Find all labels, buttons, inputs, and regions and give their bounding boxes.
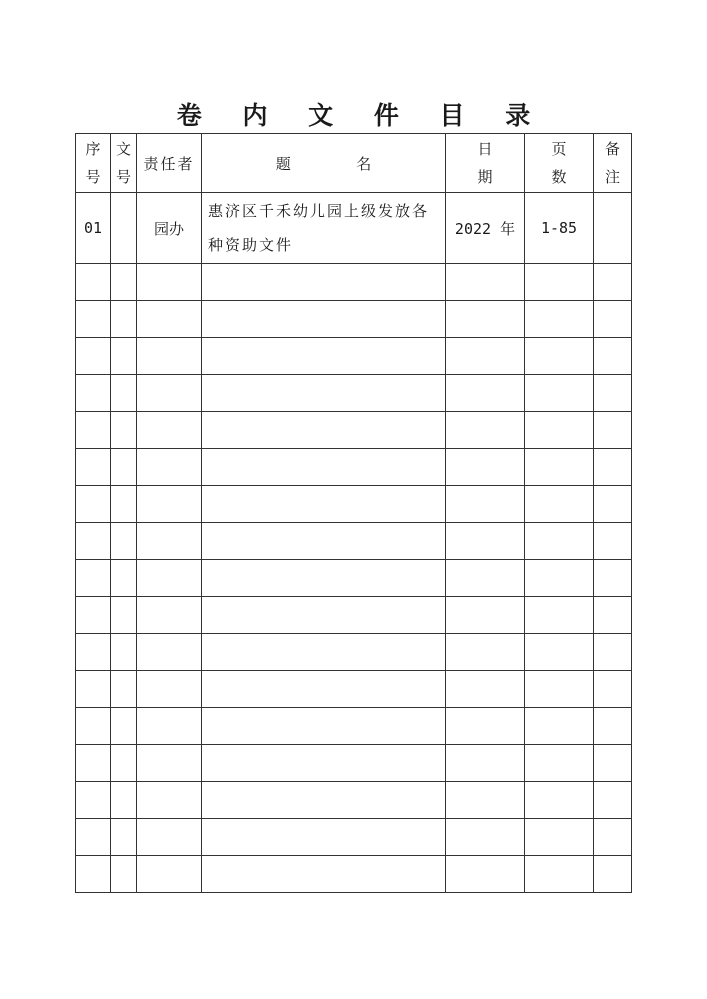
empty-cell [446, 523, 525, 560]
empty-cell [76, 782, 111, 819]
empty-cell [76, 745, 111, 782]
cell-date: 2022 年 [446, 193, 525, 264]
empty-cell [594, 745, 632, 782]
empty-cell [76, 671, 111, 708]
empty-cell [111, 523, 137, 560]
empty-cell [594, 597, 632, 634]
empty-cell [111, 819, 137, 856]
empty-cell [111, 449, 137, 486]
empty-cell [137, 782, 202, 819]
empty-cell [111, 634, 137, 671]
empty-cell [202, 634, 446, 671]
empty-cell [202, 819, 446, 856]
empty-row [76, 671, 632, 708]
empty-cell [76, 819, 111, 856]
empty-cell [525, 560, 594, 597]
empty-cell [111, 560, 137, 597]
empty-cell [446, 449, 525, 486]
table-row [76, 193, 632, 264]
empty-cell [111, 264, 137, 301]
empty-cell [111, 412, 137, 449]
header-date: 日 期 [446, 134, 525, 193]
empty-cell [137, 264, 202, 301]
empty-cell [594, 782, 632, 819]
empty-cell [525, 338, 594, 375]
empty-cell [76, 264, 111, 301]
empty-cell [137, 560, 202, 597]
empty-cell [594, 412, 632, 449]
empty-cell [202, 412, 446, 449]
cell-responsible: 园办 [137, 193, 202, 264]
empty-cell [76, 634, 111, 671]
empty-cell [202, 745, 446, 782]
empty-row [76, 782, 632, 819]
empty-cell [202, 449, 446, 486]
empty-cell [594, 560, 632, 597]
empty-row [76, 560, 632, 597]
empty-cell [594, 264, 632, 301]
empty-cell [446, 708, 525, 745]
empty-row [76, 597, 632, 634]
empty-cell [137, 486, 202, 523]
empty-cell [525, 375, 594, 412]
empty-cell [594, 338, 632, 375]
empty-cell [76, 449, 111, 486]
header-seq: 序 号 [76, 134, 111, 193]
empty-cell [202, 523, 446, 560]
empty-cell [594, 856, 632, 893]
empty-cell [594, 671, 632, 708]
header-row [76, 134, 632, 193]
empty-cell [525, 301, 594, 338]
cell-pages: 1-85 [525, 193, 594, 264]
empty-cell [594, 523, 632, 560]
empty-row [76, 412, 632, 449]
empty-row [76, 856, 632, 893]
empty-row [76, 338, 632, 375]
cell-doc-no [111, 193, 137, 264]
empty-cell [594, 819, 632, 856]
empty-cell [525, 856, 594, 893]
empty-cell [446, 597, 525, 634]
empty-row [76, 375, 632, 412]
empty-cell [525, 486, 594, 523]
empty-cell [137, 449, 202, 486]
empty-cell [525, 708, 594, 745]
empty-cell [525, 782, 594, 819]
empty-cell [111, 301, 137, 338]
empty-cell [446, 671, 525, 708]
empty-cell [76, 523, 111, 560]
header-remarks: 备 注 [594, 134, 632, 193]
empty-cell [111, 708, 137, 745]
empty-cell [137, 708, 202, 745]
empty-row [76, 745, 632, 782]
empty-cell [76, 301, 111, 338]
empty-cell [76, 412, 111, 449]
empty-cell [137, 301, 202, 338]
empty-cell [202, 486, 446, 523]
empty-cell [111, 375, 137, 412]
empty-cell [446, 856, 525, 893]
empty-cell [76, 708, 111, 745]
empty-cell [137, 338, 202, 375]
empty-row [76, 523, 632, 560]
empty-row [76, 486, 632, 523]
empty-cell [137, 745, 202, 782]
empty-cell [525, 745, 594, 782]
page-title: 卷 内 文 件 目 录 [176, 101, 547, 130]
empty-cell [446, 634, 525, 671]
empty-cell [446, 264, 525, 301]
empty-cell [446, 375, 525, 412]
empty-cell [111, 486, 137, 523]
empty-cell [202, 782, 446, 819]
catalog-table [75, 133, 632, 893]
empty-cell [446, 412, 525, 449]
empty-cell [111, 856, 137, 893]
empty-cell [76, 375, 111, 412]
empty-cell [202, 597, 446, 634]
empty-cell [76, 338, 111, 375]
empty-cell [137, 597, 202, 634]
empty-cell [446, 486, 525, 523]
empty-cell [446, 745, 525, 782]
empty-cell [137, 819, 202, 856]
empty-cell [111, 671, 137, 708]
empty-cell [202, 264, 446, 301]
empty-cell [137, 523, 202, 560]
empty-cell [525, 597, 594, 634]
empty-cell [202, 856, 446, 893]
empty-cell [137, 412, 202, 449]
empty-cell [594, 634, 632, 671]
header-pages: 页 数 [525, 134, 594, 193]
empty-row [76, 819, 632, 856]
empty-cell [525, 671, 594, 708]
empty-cell [525, 264, 594, 301]
empty-row [76, 634, 632, 671]
empty-cell [76, 486, 111, 523]
empty-row [76, 264, 632, 301]
empty-cell [76, 597, 111, 634]
empty-cell [111, 597, 137, 634]
header-doc-no: 文 号 [111, 134, 137, 193]
empty-cell [446, 819, 525, 856]
empty-cell [202, 708, 446, 745]
header-title: 题 名 [202, 134, 446, 193]
empty-cell [594, 375, 632, 412]
empty-cell [202, 671, 446, 708]
empty-cell [202, 375, 446, 412]
cell-title: 惠济区千禾幼儿园上级发放各种资助文件 [202, 193, 446, 264]
empty-cell [137, 671, 202, 708]
empty-cell [446, 560, 525, 597]
empty-cell [76, 856, 111, 893]
empty-cell [111, 745, 137, 782]
empty-cell [202, 301, 446, 338]
empty-cell [594, 708, 632, 745]
empty-cell [446, 338, 525, 375]
cell-seq: 01 [76, 193, 111, 264]
empty-cell [111, 782, 137, 819]
header-responsible: 责任者 [137, 134, 202, 193]
empty-cell [525, 819, 594, 856]
empty-row [76, 708, 632, 745]
empty-cell [111, 338, 137, 375]
empty-cell [202, 560, 446, 597]
empty-cell [525, 412, 594, 449]
empty-cell [137, 634, 202, 671]
empty-cell [202, 338, 446, 375]
empty-cell [525, 634, 594, 671]
cell-remarks [594, 193, 632, 264]
empty-cell [446, 301, 525, 338]
empty-row [76, 449, 632, 486]
empty-cell [525, 523, 594, 560]
empty-cell [446, 782, 525, 819]
empty-cell [137, 856, 202, 893]
empty-cell [76, 560, 111, 597]
empty-row [76, 301, 632, 338]
empty-rows [76, 264, 632, 893]
empty-cell [137, 375, 202, 412]
empty-cell [594, 486, 632, 523]
empty-cell [594, 301, 632, 338]
empty-cell [594, 449, 632, 486]
empty-cell [525, 449, 594, 486]
